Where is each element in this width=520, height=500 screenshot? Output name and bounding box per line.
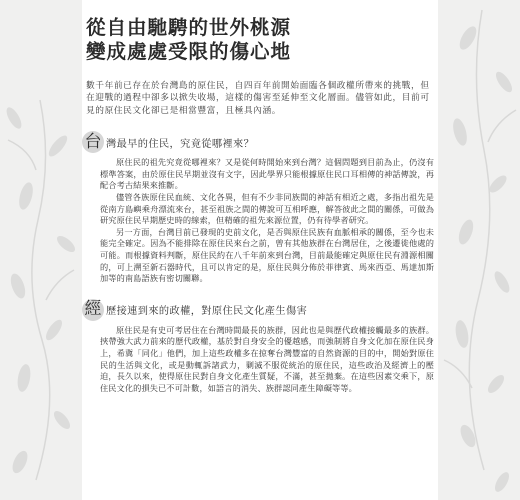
leaf-pattern-icon — [0, 0, 82, 500]
title-line-1: 從自由馳騁的世外桃源 — [86, 16, 292, 39]
section-regimes — [86, 299, 434, 395]
left-decorative-pattern — [0, 0, 82, 500]
article-content — [86, 16, 434, 394]
drop-cap-glyph: 台 — [84, 131, 102, 152]
section-heading — [82, 299, 434, 321]
section-heading-text: 灣最早的住民，究竟從哪裡來？ — [106, 138, 255, 150]
drop-cap-circle — [82, 299, 104, 321]
body-paragraph: 原住民是有史可考居住在台灣時間最長的族群，因此也是與歷代政權接觸最多的族群。挾帶強大武力前來的歷代政權，基於對自身安全的優越感，而強制將自身文化加在原住民身上，希冀「同化」他們，加上這些政權多在掠奪台灣豐富的自然資源的目的中，開始對原住民的生活與文化，或是動輒訴諸武力，剿滅不服從統治的原住民，這些政治及經濟上的壓迫，長久以來，使得原住民對自身文化產生質疑，不滿，甚至拋棄。在這些因素交乘下，原住民文化的損失已不可計數，如語言的消失、族群認同產生障礙等等。 — [100, 324, 434, 393]
title-line-2: 變成處處受限的傷心地 — [86, 40, 292, 63]
leaf-pattern-icon — [438, 0, 520, 500]
section-origins — [86, 131, 434, 285]
section-heading — [82, 131, 434, 153]
right-decorative-pattern — [438, 0, 520, 500]
drop-cap-circle — [82, 131, 104, 153]
drop-cap-glyph: 經 — [84, 299, 102, 320]
intro-paragraph: 數千年前已存在於台灣島的原住民，自四百年前開始面臨各個政權所帶來的挑戰，但在迎戰的過程中卻多以掀失收場，這樣的傷害至延伸至文化層面。儘管如此，目前可見的原住民文化卻已是相當豐富，且極具內涵。 — [86, 81, 430, 116]
body-paragraph: 儘管各族原住民血統、文化各異，但有不少非同族間的神話有相近之處，多指出祖先是從南方島嶼乘舟漂流來台，甚至祖族之間的傳說可互相呼應，解答彼此之間的關係，可做為研究原住民早期歷史時的線索，但精確的祖先來源位置，仍有待學者研究。 — [100, 192, 434, 226]
body-paragraph: 另一方面，台灣目前已發現的史前文化，是否與原住民族有血脈相承的關係，至今也未能完全確定。因為不能排除在原住民來台之前，曾有其他族群在台灣居住，之後遷徙他處的可能。而根據資料判斷，原住民約在八千年前來到台灣，目前最能確定與原住民有淵源相關的，可上溯至新石器時代，且可以肯定的是，原住民與分佈於菲律賓、馬來西亞、馬達加斯加等的南島語族有密切關聯。 — [100, 226, 434, 284]
section-heading-text: 歷接連到來的政權，對原住民文化產生傷害 — [106, 306, 308, 318]
body-paragraph: 原住民的祖先究竟從哪裡來？又是從何時開始來到台灣？這個問題到目前為止，仍沒有標準答案，由於原住民早期並沒有文字，因此學界只能根據原住民口耳相傳的神話傳說，再配合考古結果來推斷。 — [100, 157, 434, 191]
page-title — [86, 16, 434, 64]
